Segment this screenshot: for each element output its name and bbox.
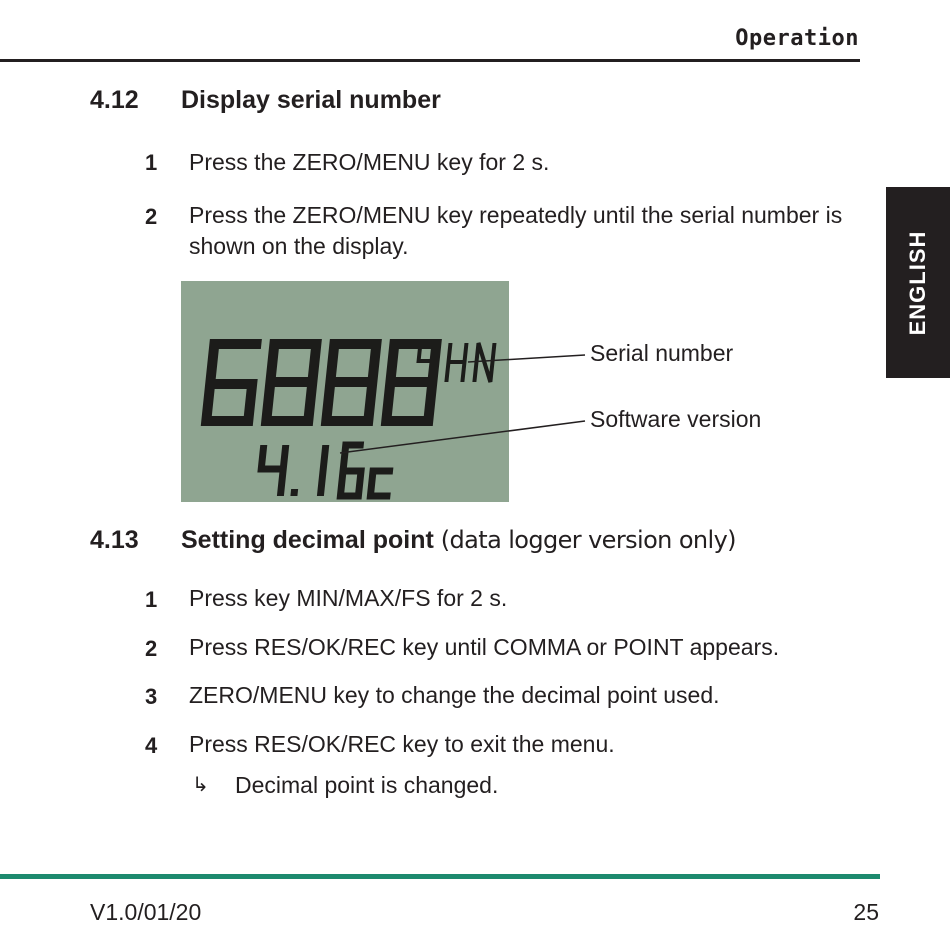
step-text: ZERO/MENU key to change the decimal point used. <box>189 682 720 708</box>
serial-callout-line <box>468 355 585 362</box>
step-number: 3 <box>145 684 158 709</box>
serial-number-callout: Serial number <box>590 340 734 366</box>
section-4-13-subtitle: (data logger version only) <box>440 526 736 554</box>
section-4-13-title: Setting decimal point <box>181 526 434 554</box>
language-tab-label: ENGLISH <box>905 230 930 335</box>
section-4-13-heading <box>181 526 736 555</box>
software-callout-line <box>340 421 585 453</box>
step-text: Press RES/OK/REC key to exit the menu. <box>189 731 615 757</box>
step-text: Press RES/OK/REC key until COMMA or POINT appears. <box>189 634 780 660</box>
step-text: Press key MIN/MAX/FS for 2 s. <box>189 585 508 611</box>
step-text: Press the ZERO/MENU key repeatedly until the serial number is shown on the display. <box>189 202 843 259</box>
step-number: 2 <box>145 204 158 229</box>
section-4-12-title: Display serial number <box>181 86 441 114</box>
running-header: Operation <box>735 26 859 51</box>
section-4-13-number: 4.13 <box>90 526 139 554</box>
step-number: 2 <box>145 636 158 661</box>
step-number: 4 <box>145 733 158 758</box>
section-4-12-number: 4.12 <box>90 86 139 114</box>
result-arrow-icon: ↳ <box>192 774 209 796</box>
step-text: Press the ZERO/MENU key for 2 s. <box>189 149 550 175</box>
step-number: 1 <box>145 150 158 175</box>
step-number: 1 <box>145 587 158 612</box>
page-number: 25 <box>853 899 879 925</box>
footer-rule <box>0 874 880 879</box>
software-version-callout: Software version <box>590 406 762 432</box>
footer-version: V1.0/01/20 <box>90 899 202 925</box>
result-text: Decimal point is changed. <box>235 772 499 798</box>
